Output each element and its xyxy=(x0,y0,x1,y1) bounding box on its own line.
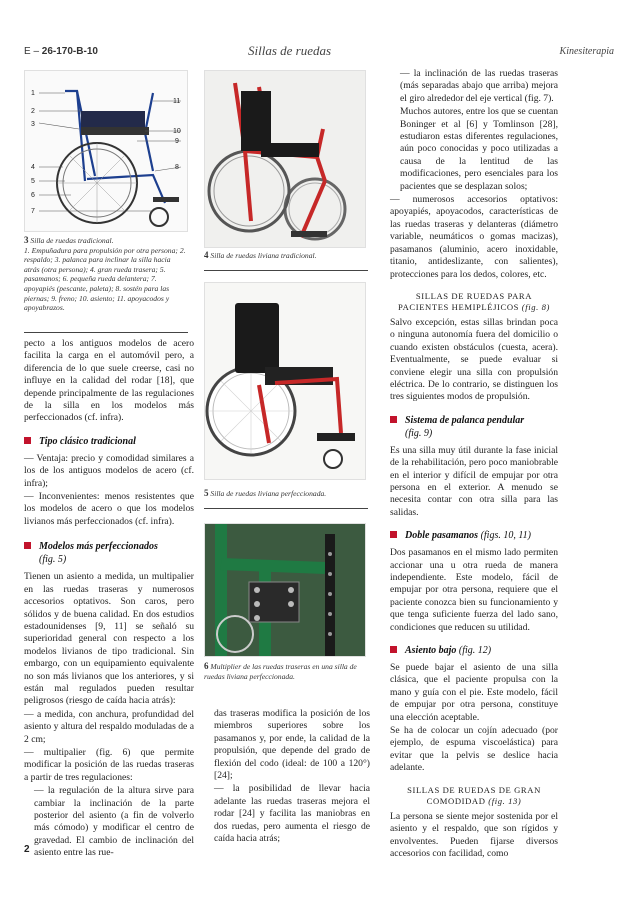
paragraph: das traseras modifica la posición de los miembros superiores sobre los pasamanos y, por ende, la calidad de la propulsión, que depende del grado de flexión del codo (ideal: de 100 a 120°) [24]; xyxy=(214,708,370,782)
bullet-square-icon xyxy=(390,416,397,423)
paragraph: — Inconvenientes: menos resistentes que los modelos de acero o que los modelos livianos más perfeccionados (cf. infra). xyxy=(24,491,194,527)
paragraph: Tienen un asiento a medida, un multipalier en las ruedas traseras y numerosos accesorios optativos. Son caros, pero sólidos y de buena calidad. En dos estudios estadounidenses [9, 11] se señaló su superioridad general con respecto a los modelos livianos de tipo tradicional. Sin embargo, con un equipamiento equivalente no son más livianos que los anteriores, y si están mal regulados pueden resultar peligrosos (riesgo de caída hacia atrás): xyxy=(24,571,194,707)
figure-5-image xyxy=(204,282,366,480)
paragraph: La persona se siente mejor sostenida por el asiento y el respaldo, que son rígidos y envolventes. Pueden fijarse diversos accesorios con facilidad, como xyxy=(390,810,558,859)
bullet-square-icon xyxy=(390,531,397,538)
column-2 xyxy=(214,708,370,846)
running-title: Sillas de ruedas xyxy=(248,43,332,58)
label-3: 3 xyxy=(31,121,35,128)
figure-6-caption: 6 Multiplier de las ruedas traseras en una silla de ruedas liviana perfeccionada. xyxy=(204,661,357,681)
divider xyxy=(204,270,368,271)
page-number: 2 xyxy=(24,844,30,855)
column-1 xyxy=(24,338,194,861)
bullet-square-icon xyxy=(24,437,31,444)
figure-5-caption: 5 Silla de ruedas liviana perfeccionada. xyxy=(204,488,327,498)
paragraph: — multipalier (fig. 6) que permite modificar la posición de las ruedas traseras a partir de tres regulaciones: xyxy=(24,746,194,783)
label-2: 2 xyxy=(31,108,35,115)
bullet-square-icon xyxy=(24,542,31,549)
section-heading: Asiento bajo (fig. 12) xyxy=(390,644,558,657)
paragraph: Se puede bajar el asiento de una silla clásica, que el paciente propulsa con la mano y guía con el pie. Este modelo, fácil de empujar por otra persona, constituye una elección aceptable. xyxy=(390,662,558,723)
paragraph: — numerosos accesorios optativos: apoyapiés, apoyacodos, características de las ruedas traseras y delanteras (diámetro variable, neumáticos o gomas macizas), pasamanos (aluminio, acero inoxidable, titanio, antideslizante, con salientes), protecciones para los dedos, colores, etc. xyxy=(390,194,558,280)
bullet-square-icon xyxy=(390,646,397,653)
paragraph: Muchos autores, entre los que se cuentan Boninger et al [6] y Tomlinson [28], estudiaron estas diferentes regulaciones, aún poco conocidas y poco utilizadas a causa de la lentitud de las modificaciones, pero esenciales para los pacientes que se desplazan solos; xyxy=(400,106,558,192)
column-3 xyxy=(390,68,558,861)
figure-4-caption: 4 Silla de ruedas liviana tradicional. xyxy=(204,250,317,260)
paragraph: — la regulación de la altura sirve para cambiar la inclinación de la parte posterior del asiento (a fin de volverlo más cómodo) y modificar el centro de gravedad. El cambio de inclinación del asiento entre las rue- xyxy=(34,785,194,859)
red-wheelchair-photo xyxy=(205,71,366,248)
divider xyxy=(204,508,368,509)
figure-4-image xyxy=(204,70,366,248)
perfected-wheelchair-photo xyxy=(205,283,366,480)
section-heading: Sistema de palanca pendular (fig. 9) xyxy=(390,414,558,440)
label-8: 8 xyxy=(175,164,179,171)
paragraph: Salvo excepción, estas sillas brindan poca o ninguna autonomía fuera del domicilio o cuando existen obstáculos (cuesta, acera). Eventualmente, se puede evaluar si conviene elegir una silla con propulsión eléctrica. De lo contrario, se distinguen los tres siguientes modos de propulsión. xyxy=(390,316,558,403)
label-1: 1 xyxy=(31,90,35,97)
section-heading: Doble pasamanos (figs. 10, 11) xyxy=(390,529,558,542)
multiplier-photo xyxy=(205,524,366,657)
figure-6-image xyxy=(204,523,366,657)
label-4: 4 xyxy=(31,164,35,171)
figure-3-legend: 1. Empuñadura para propulsión por otra persona; 2. respaldo; 3. palanca para inclinar la silla hacia atrás (otra persona); 4. gran rueda trasera; 5. pasamanos; 6. pequeña rueda delantera; 7. apoyapiés (pescante, paleta); 8. sostén para las piernas; 9. freno; 10. asiento; 11. apoyacodos y apoyabrazos. xyxy=(24,245,186,313)
paragraph: Dos pasamanos en el mismo lado permiten accionar una u otra rueda de manera independiente. Este modelo, fácil de empujar por otra persona, requiere que el paciente conozca bien su funcionamiento y que tenga suficiente fuerza del lado sano, condiciones que reducen su utilidad. xyxy=(390,547,558,633)
label-6: 6 xyxy=(31,192,35,199)
label-5: 5 xyxy=(31,178,35,185)
label-10: 10 xyxy=(173,128,181,135)
paragraph: pecto a los antiguos modelos de acero facilita la carga en el automóvil pero, a diferencia de lo que suele creerse, casi no influye en la calidad del rodar [18], que depende principalmente de las regulaciones de la silla en los modelos más perfeccionados (cf. infra). xyxy=(24,338,194,424)
label-11: 11 xyxy=(173,98,181,105)
section-title: SILLAS DE RUEDAS DE GRAN COMODIDAD (fig. 13) xyxy=(407,784,541,806)
paragraph: Se ha de colocar un cojín adecuado (por ejemplo, de espuma viscoelástica) para evitar que la pelvis se deslice hacia adelante. xyxy=(390,725,558,774)
paragraph: Es una silla muy útil durante la fase inicial de la rehabilitación, pero poco maniobrable en el interior y difícil de empujar por otra persona en el exterior. A menudo se necesita contar con otra silla para las salidas. xyxy=(390,444,558,518)
paragraph: — a medida, con anchura, profundidad del asiento y altura del respaldo moduladas de a 2 cm; xyxy=(24,708,194,745)
section-name: Kinesiterapia xyxy=(559,46,614,57)
section-heading: Tipo clásico tradicional xyxy=(24,435,194,448)
section-heading: Modelos más perfeccionados (fig. 5) xyxy=(24,540,194,566)
section-title: SILLAS DE RUEDAS PARA PACIENTES HEMIPLÉJICOS (fig. 8) xyxy=(398,290,550,312)
paragraph: — la inclinación de las ruedas traseras (más separadas abajo que arriba) mejora el giro alrededor del eje vertical (fig. 7). xyxy=(400,68,558,104)
traditional-wheelchair-diagram xyxy=(25,71,188,232)
figure-3-caption: 3 Silla de ruedas tradicional. 1. Empuñadura para propulsión por otra persona; 2. respaldo; 3. palanca para inclinar la silla hacia atrás (otra persona); 4. gran rueda trasera; 5. pasamanos; 6. pequeña rueda delantera; 7. apoyapiés (pescante, paleta); 8. sostén para las piernas; 9. freno; 10. asiento; 11. apoyacodos y apoyabrazos. xyxy=(24,235,186,313)
paragraph: — Ventaja: precio y comodidad similares a los de los antiguos modelos de acero (cf. infra); xyxy=(24,452,194,489)
paragraph: — la posibilidad de llevar hacia adelante las ruedas traseras mejora el rodar [24] y facilita las maniobras en dos ruedas, pero aumenta el riesgo de caída hacia atrás; xyxy=(214,783,370,845)
divider xyxy=(24,332,188,333)
label-7: 7 xyxy=(31,208,35,215)
figure-3-image xyxy=(24,70,188,232)
label-9: 9 xyxy=(175,138,179,145)
doc-code: E – 26-170-B-10 xyxy=(24,46,98,57)
